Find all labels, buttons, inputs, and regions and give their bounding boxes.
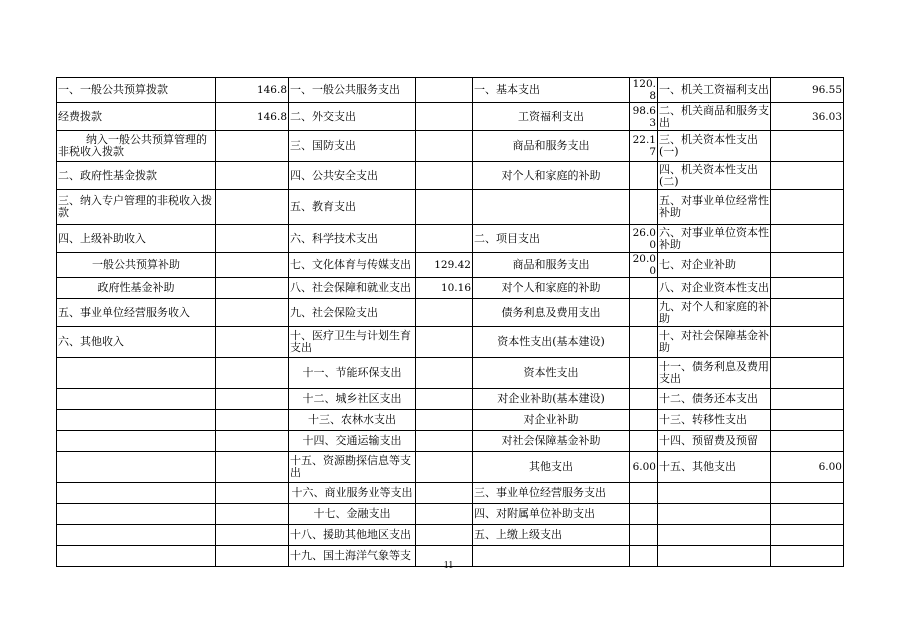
economic-class-item: 十二、债务还本支出 — [658, 389, 771, 410]
expenditure-function-item: 十六、商业服务业等支出 — [289, 483, 416, 504]
expenditure-type-amount — [630, 483, 658, 504]
expenditure-type-item: 三、事业单位经营服务支出 — [473, 483, 630, 504]
income-item: 一般公共预算补助 — [57, 253, 216, 278]
economic-class-amount — [771, 525, 844, 546]
economic-class-item: 五、对事业单位经常性补助 — [658, 190, 771, 225]
economic-class-amount: 96.55 — [771, 78, 844, 103]
income-amount — [216, 299, 289, 327]
economic-class-amount — [771, 504, 844, 525]
economic-class-item: 九、对个人和家庭的补助 — [659, 299, 769, 325]
expenditure-function-item: 九、社会保险支出 — [289, 299, 416, 327]
table-row — [57, 190, 844, 225]
economic-class-item: 十、对社会保障基金补助 — [658, 327, 771, 358]
economic-class-amount — [771, 299, 844, 327]
income-amount — [216, 131, 289, 162]
expenditure-function-item: 二、外交支出 — [289, 103, 416, 131]
expenditure-type-item — [473, 190, 630, 225]
expenditure-function-amount — [416, 131, 473, 162]
expenditure-function-amount — [416, 299, 473, 327]
table-row — [57, 431, 844, 452]
economic-class-item: 十四、预留费及预留 — [658, 431, 771, 452]
expenditure-function-item: 十五、资源勘探信息等支出 — [289, 452, 416, 483]
income-item — [57, 504, 216, 525]
table-row — [57, 410, 844, 431]
expenditure-function-amount — [416, 389, 473, 410]
economic-class-item — [658, 504, 771, 525]
table-row — [57, 253, 844, 278]
income-item: 六、其他收入 — [57, 327, 216, 358]
expenditure-function-amount — [416, 431, 473, 452]
income-amount — [216, 278, 289, 299]
expenditure-function-amount — [416, 327, 473, 358]
income-amount — [216, 431, 289, 452]
expenditure-type-item: 一、基本支出 — [473, 78, 630, 103]
economic-class-item: 二、机关商品和服务支出 — [659, 103, 769, 129]
economic-class-amount — [771, 431, 844, 452]
expenditure-type-amount — [630, 299, 658, 327]
income-item: 政府性基金补助 — [57, 278, 216, 299]
income-item: 一、一般公共预算拨款 — [57, 78, 216, 103]
expenditure-type-amount: 22.17 — [630, 131, 658, 162]
table-row — [57, 483, 844, 504]
expenditure-type-amount — [630, 358, 658, 389]
economic-class-item: 十三、转移性支出 — [658, 410, 771, 431]
expenditure-function-item: 六、科学技术支出 — [289, 225, 416, 253]
economic-class-amount — [771, 389, 844, 410]
expenditure-function-amount — [416, 525, 473, 546]
expenditure-type-amount: 120.8 — [630, 78, 658, 103]
expenditure-type-amount — [630, 327, 658, 358]
table-row — [57, 358, 844, 389]
expenditure-function-amount — [416, 504, 473, 525]
expenditure-type-amount: 98.63 — [630, 103, 658, 131]
expenditure-type-amount — [630, 525, 658, 546]
income-amount — [216, 525, 289, 546]
economic-class-amount — [771, 131, 844, 162]
table-row — [57, 131, 844, 162]
budget-table — [56, 77, 844, 567]
expenditure-type-item: 五、上缴上级支出 — [473, 525, 630, 546]
table-row — [57, 299, 844, 327]
expenditure-function-amount — [416, 78, 473, 103]
expenditure-type-item: 债务利息及费用支出 — [473, 299, 630, 327]
income-item — [57, 431, 216, 452]
expenditure-function-amount — [416, 452, 473, 483]
economic-class-amount — [771, 327, 844, 358]
expenditure-function-amount — [416, 410, 473, 431]
income-item: 二、政府性基金拨款 — [57, 162, 216, 190]
income-amount: 146.8 — [216, 103, 289, 131]
expenditure-type-amount: 6.00 — [630, 452, 658, 483]
economic-class-item: 八、对企业资本性支出 — [658, 278, 771, 299]
expenditure-function-amount — [416, 103, 473, 131]
economic-class-amount: 36.03 — [771, 103, 844, 131]
table-row — [57, 389, 844, 410]
income-amount — [216, 389, 289, 410]
expenditure-type-item: 对企业补助 — [473, 410, 630, 431]
economic-class-item: 六、对事业单位资本性补助 — [659, 225, 769, 251]
table-row — [57, 525, 844, 546]
income-item — [57, 410, 216, 431]
expenditure-type-item: 对个人和家庭的补助 — [473, 278, 630, 299]
expenditure-function-amount — [416, 358, 473, 389]
expenditure-type-item: 二、项目支出 — [473, 225, 630, 253]
expenditure-function-item: 十七、金融支出 — [289, 504, 416, 525]
expenditure-function-amount — [416, 190, 473, 225]
income-item — [57, 525, 216, 546]
expenditure-function-item: 五、教育支出 — [289, 190, 416, 225]
expenditure-function-item: 十三、农林水支出 — [289, 410, 416, 431]
economic-class-amount — [771, 483, 844, 504]
economic-class-item: 十一、债务利息及费用支出 — [658, 358, 771, 389]
expenditure-type-item: 工资福利支出 — [473, 103, 630, 131]
income-item: 纳入一般公共预算管理的非税收入拨款 — [57, 131, 216, 162]
expenditure-type-amount — [630, 190, 658, 225]
expenditure-type-amount — [630, 278, 658, 299]
income-amount — [216, 327, 289, 358]
income-item — [57, 483, 216, 504]
table-row — [57, 162, 844, 190]
expenditure-function-item: 三、国防支出 — [289, 131, 416, 162]
economic-class-amount — [771, 225, 844, 253]
economic-class-item — [658, 483, 771, 504]
economic-class-amount — [771, 358, 844, 389]
income-amount: 146.8 — [216, 78, 289, 103]
expenditure-type-item: 四、对附属单位补助支出 — [473, 504, 630, 525]
expenditure-type-item: 对社会保障基金补助 — [473, 431, 630, 452]
economic-class-item: 十五、其他支出 — [658, 452, 771, 483]
income-amount — [216, 504, 289, 525]
income-amount — [216, 190, 289, 225]
expenditure-function-amount — [416, 483, 473, 504]
expenditure-type-amount — [630, 504, 658, 525]
expenditure-function-amount — [416, 225, 473, 253]
income-item — [57, 452, 216, 483]
expenditure-type-amount — [630, 389, 658, 410]
expenditure-type-item: 商品和服务支出 — [473, 253, 630, 278]
table-row — [57, 504, 844, 525]
economic-class-amount — [771, 190, 844, 225]
table-row — [57, 78, 844, 103]
expenditure-function-item: 七、文化体育与传媒支出 — [289, 253, 416, 278]
income-amount — [216, 225, 289, 253]
income-amount — [216, 162, 289, 190]
expenditure-function-amount — [416, 162, 473, 190]
expenditure-function-item: 十四、交通运输支出 — [289, 431, 416, 452]
income-amount — [216, 253, 289, 278]
income-item: 三、纳入专户管理的非税收入拨款 — [57, 190, 216, 225]
income-item: 四、上级补助收入 — [57, 225, 216, 253]
income-item — [57, 389, 216, 410]
expenditure-type-item: 资本性支出(基本建设) — [473, 327, 630, 358]
expenditure-type-item: 商品和服务支出 — [473, 131, 630, 162]
income-amount — [216, 452, 289, 483]
expenditure-type-amount — [630, 162, 658, 190]
expenditure-function-item: 十八、援助其他地区支出 — [289, 525, 416, 546]
economic-class-item: 一、机关工资福利支出 — [658, 78, 771, 103]
economic-class-amount: 6.00 — [771, 452, 844, 483]
income-item: 五、事业单位经营服务收入 — [57, 299, 216, 327]
expenditure-function-item: 四、公共安全支出 — [289, 162, 416, 190]
table-row — [57, 327, 844, 358]
income-item — [57, 358, 216, 389]
economic-class-item: 三、机关资本性支出(一) — [658, 131, 771, 162]
expenditure-function-item: 一、一般公共服务支出 — [289, 78, 416, 103]
economic-class-item — [658, 525, 771, 546]
expenditure-type-amount — [630, 410, 658, 431]
expenditure-function-amount: 129.42 — [416, 253, 473, 278]
table-row — [57, 225, 844, 253]
economic-class-amount — [771, 253, 844, 278]
income-item: 经费拨款 — [57, 103, 216, 131]
economic-class-item: 四、机关资本性支出(二) — [658, 162, 771, 190]
expenditure-type-item: 资本性支出 — [473, 358, 630, 389]
table-row — [57, 278, 844, 299]
expenditure-function-item: 十九、国土海洋气象等支 — [289, 546, 416, 567]
expenditure-function-item: 十、医疗卫生与计划生育支出 — [289, 327, 416, 358]
income-amount — [216, 483, 289, 504]
table-row — [57, 452, 844, 483]
income-amount — [216, 358, 289, 389]
economic-class-amount — [771, 410, 844, 431]
expenditure-type-amount — [630, 431, 658, 452]
economic-class-amount — [771, 162, 844, 190]
expenditure-function-amount: 10.16 — [416, 278, 473, 299]
page-number: 11 — [443, 560, 454, 571]
income-amount — [216, 410, 289, 431]
expenditure-type-amount: 26.00 — [630, 225, 658, 253]
expenditure-function-item: 十一、节能环保支出 — [289, 358, 416, 389]
expenditure-type-item: 其他支出 — [473, 452, 630, 483]
table-row — [57, 103, 844, 131]
economic-class-amount — [771, 278, 844, 299]
expenditure-type-amount: 20.00 — [630, 253, 658, 278]
expenditure-function-item: 八、社会保障和就业支出 — [289, 278, 416, 299]
expenditure-type-item: 对个人和家庭的补助 — [473, 162, 630, 190]
expenditure-type-item: 对企业补助(基本建设) — [473, 389, 630, 410]
economic-class-item: 七、对企业补助 — [658, 253, 771, 278]
expenditure-function-item: 十二、城乡社区支出 — [289, 389, 416, 410]
